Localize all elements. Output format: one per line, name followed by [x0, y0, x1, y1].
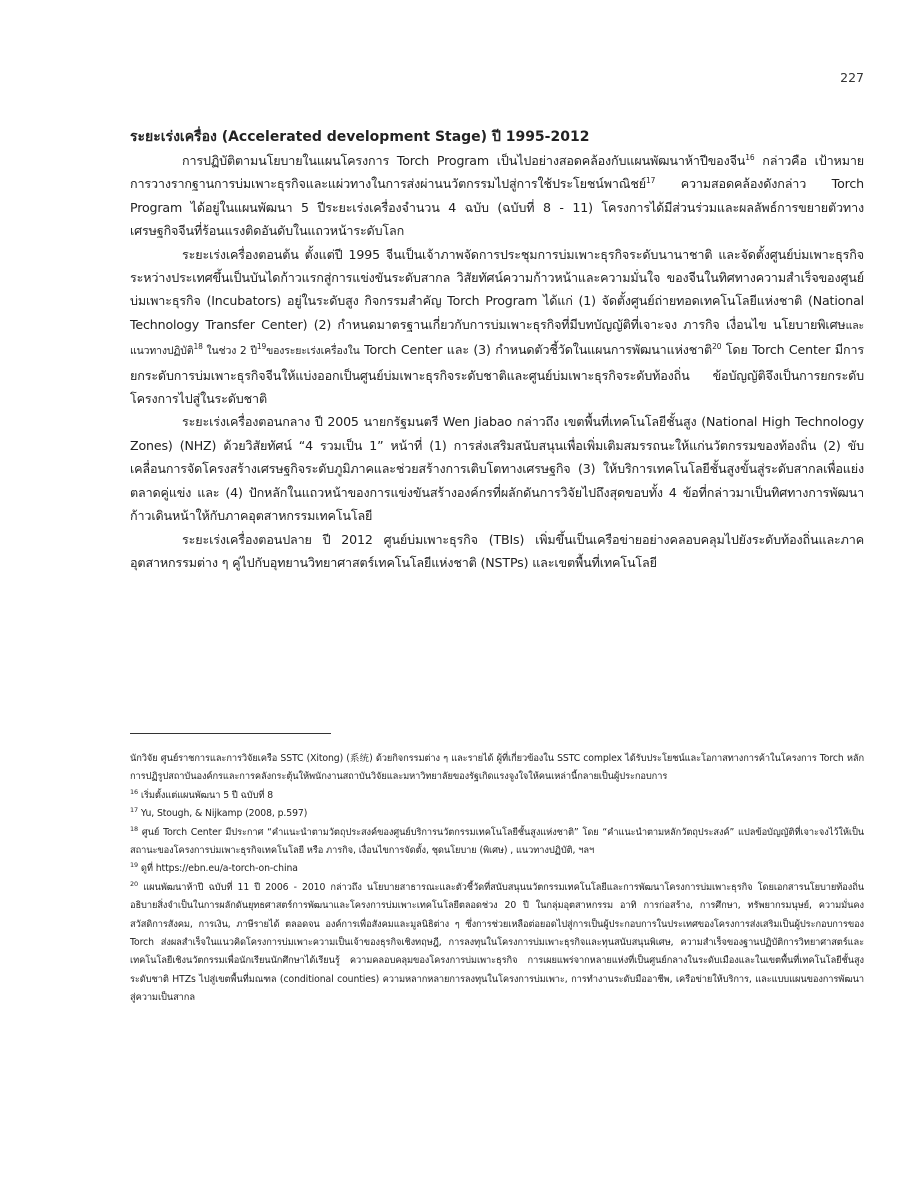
footnote-number: 17	[130, 806, 139, 815]
footnote-continued: นักวิจัย ศูนย์ราชการและการวิจัยเครือ SSTC (Xitong) (系统) ด้วยกิจกรรมต่าง ๆ และรายได้ ผู้ที่เกี่ยวข้องใน SSTC complex ได้รับประโยชน์และโอกาสทางการค้าในโครงการ Torch หลักการปฏิรูปสถาบันองค์กรและการคลังกระตุ้นให้พนักงานสถาบันวิจัยและมหาวิทยาลัยของรัฐเกิดแรงจูงใจให้คนเหล่านี้กลายเป็นผู้ประกอบการ	[130, 753, 864, 783]
footnote-separator	[130, 733, 331, 734]
footnote-number: 20	[130, 879, 139, 888]
paragraph-4: ระยะเร่งเครื่องตอนปลาย ปี 2012 ศูนย์บ่มเพาะธุรกิจ (TBIs) เพิ่มขึ้นเป็นเครือข่ายอย่างคลอบคลุมไปยังระดับท้องถิ่นและภาคอุตสาหกรรมต่าง ๆ คู่ไปกับอุทยานวิทยาศาสตร์เทคโนโลยีแห่งชาติ (NSTPs) และเขตพื้นที่เทคโนโลยี	[130, 531, 864, 570]
footnote-18	[130, 824, 864, 861]
footnote-16	[130, 787, 864, 805]
footnote-ref-19[interactable]: 19	[256, 342, 267, 352]
paragraph-1-text-a: การปฏิบัติตามนโยบายในแผนโครงการ Torch Program เป็นไปอย่างสอดคล้องกับแผนพัฒนาห้าปีของจีน	[182, 153, 746, 168]
paragraph-2-text-b: Torch Center และ (3) กำหนดตัวชี้วัดในแผนการพัฒนาแห่งชาติ	[359, 342, 713, 358]
paragraph-1-text-c: ความสอดคล้องดังกล่าว Torch Program ได้อยู่ในแผนพัฒนา 5 ปีระยะเร่งเครื่องจำนวน 4 ฉบับ (ฉบับที่ 8 - 11) โครงการได้มีส่วนร่วมและผลลัพธ์การขยายตัวทางเศรษฐกิจจีนที่ร้อนแรงติดอันดับในแถวหน้าระดับโลก	[130, 176, 864, 239]
footnote-number: 16	[130, 787, 139, 796]
footnote-text: ศูนย์ Torch Center มีประกาศ “คำแนะนำตามวัตถุประสงค์ของศูนย์บริการนวัตกรรมเทคโนโลยีชั้นสูงแห่งชาติ” โดย “คำแนะนำตามหลักวัตถุประสงค์” แปลข้อบัญญัติที่เจาะจงไว้ให้เป็นสถานะของโครงการบ่มเพาะธุรกิจเทคโนโลยี หรือ ภารกิจ, เงื่อนไขการจัดตั้ง, ชุดนโยบาย (พิเศษ) , แนวทางปฏิบัติ, ฯลฯ	[130, 826, 864, 857]
footnote-ref-16[interactable]: 16	[745, 152, 755, 162]
footnote-text[interactable]: ดูที่ https://ebn.eu/a-torch-on-china	[138, 863, 298, 875]
paragraph-3: ระยะเร่งเครื่องตอนกลาง ปี 2005 นายกรัฐมนตรี Wen Jiabao กล่าวถึง เขตพื้นที่เทคโนโลยีชั้นสูง (National High Technology Zones) (NHZ) ด้วยวิสัยทัศน์ “4 รวมเป็น 1” หน้าที่ (1) การส่งเสริมสนับสนุนเพื่อเพิ่มเติมสมรรถนะให้แก่นวัตกรรมของท้องถิ่น (2) ขับเคลื่อนการจัดโครงสร้างเศรษฐกิจระดับภูมิภาคและช่วยสร้างการเติบโตทางเศรษฐกิจ (3) ให้บริการเทคโนโลยีชั้นสูงขั้นสู่ระดับสากลเพื่อแย่งตลาดคู่แข่ง และ (4) ปักหลักในแถวหน้าของการแข่งขันสร้างองค์กรที่ผลักดันการวิจัยไปถึงสุดขอบทั้ง 4 ข้อที่กล่าวมาเป็นทิศทางการพัฒนาก้าวเดินหน้าให้กับภาคอุตสาหกรรมเทคโนโลยี	[130, 414, 864, 524]
footnote-text: แผนพัฒนาห้าปี ฉบับที่ 11 ปี 2006 - 2010 กล่าวถึง นโยบายสาธารณะและตัวชี้วัดที่สนับสนุนนวัตกรรมเทคโนโลยีและการพัฒนาโครงการบ่มเพาะธุรกิจ โดยเอกสารนโยบายท้องถิ่นอธิบายสิ่งจำเป็นในการผลักดันยุทธศาสตร์การพัฒนาและโครงการบ่มเพาะเทคโนโลยีตลอดช่วง 20 ปี ในกลุ่มอุตสาหกรรม อาทิ การก่อสร้าง, การศึกษา, ทรัพยากรมนุษย์, ความมั่นคงสวัสดิการสังคม, การเงิน, ภาษีรายได้ ตลอดจน องค์การเพื่อสังคมและมูลนิธิต่าง ๆ ซึ่งการช่วยเหลือต่อยอดไปสู่การเป็นผู้ประกอบการในประเทศของโครงการส่งเสริมเป็นผู้ประกอบการของ Torch ส่งผลสำเร็จในแนวคิดโครงการบ่มเพาะความเป็นเจ้าของธุรกิจเชิงทฤษฎี, การลงทุนในโครงการบ่มเพาะธุรกิจและทุนสนับสนุนพิเศษ, ความสำเร็จของฐานปฏิบัติการวิทยาศาสตร์และเทคโนโลยีเชิงนวัตกรรมเพื่อนักเรียนนักศึกษาได้เรียนรู้ ความคลอบคลุมของโครงการบ่มเพาะธุรกิจ การเผยแพร่จากหลายแห่งที่เป็นศูนย์กลางในระดับเมืองและในเขตพื้นที่เทคโนโลยีชั้นสูงระดับชาติ HTZs ไปสู่เขตพื้นที่มณฑล (conditional counties) ความหลากหลายการลงทุนในโครงการบ่มเพาะ, การทำงานระดับมืออาชีพ, เครือข่ายให้บริการ, และแบบแผนของการพัฒนาสู่ความเป็นสากล	[130, 881, 864, 1004]
paragraph-2-small-a: และแนวทางปฏิบัติ	[130, 319, 864, 358]
footnote-ref-20[interactable]: 20	[712, 342, 722, 352]
footnote-17	[130, 805, 864, 823]
footnote-20	[130, 879, 864, 1008]
main-content	[130, 126, 864, 574]
section-heading: ระยะเร่งเครื่อง (Accelerated development Stage) ปี 1995-2012	[130, 129, 590, 145]
page-number: 227	[840, 70, 864, 85]
footnotes-section	[130, 750, 864, 1008]
paragraph-2-text-a: ระยะเร่งเครื่องตอนต้น ตั้งแต่ปี 1995 จีนเป็นเจ้าภาพจัดการประชุมการบ่มเพาะธุรกิจระดับนานาชาติ และจัดตั้งศูนย์บ่มเพาะธุรกิจระหว่างประเทศขึ้นเป็นบันไดก้าวแรกสู่การแข่งขันระดับสากล วิสัยทัศน์ความก้าวหน้าและความมั่นใจ ของจีนในทิศทางความสำเร็จของศูนย์บ่มเพาะธุรกิจ (Incubators) อยู่ในระดับสูง กิจกรรมสำคัญ Torch Program ได้แก่ (1) จัดตั้งศูนย์ถ่ายทอดเทคโนโลยีแห่งชาติ (National Technology Transfer Center) (2) กำหนดมาตรฐานเกี่ยวกับการบ่มเพาะธุรกิจที่มีบทบัญญัติที่เจาะจง ภารกิจ เงื่อนไข นโยบายพิเศษ	[130, 246, 864, 332]
paragraph-1	[130, 149, 864, 243]
footnote-19	[130, 860, 864, 878]
footnote-ref-17[interactable]: 17	[645, 176, 656, 186]
paragraph-2-small-c: ของระยะเร่งเครื่องใน	[266, 345, 360, 358]
paragraph-1-text-b: กล่าวคือ เป้าหมายการวางรากฐานการบ่มเพาะธุรกิจและแผ่วทางในการส่งผ่านนวัตกรรมไปสู่การใช้ประโยชน์พาณิชย์	[130, 153, 865, 192]
footnote-number: 19	[130, 861, 139, 870]
paragraph-2-text-c: โดย Torch Center มีการยกระดับการบ่มเพาะธุรกิจจีนให้แบ่งออกเป็นศูนย์บ่มเพาะธุรกิจระดับชาติและศูนย์บ่มเพาะธุรกิจระดับท้องถิ่น ข้อบัญญัติจึงเป็นการยกระดับโครงการไปสู่ในระดับชาติ	[130, 342, 864, 407]
paragraph-2-small-b: ในช่วง 2 ปี	[202, 345, 257, 358]
footnote-text: Yu, Stough, & Nijkamp (2008, p.597)	[138, 808, 308, 820]
footnote-ref-18[interactable]: 18	[193, 342, 203, 352]
footnote-number: 18	[130, 824, 139, 833]
paragraph-2	[130, 243, 864, 411]
footnote-text: เริ่มตั้งแต่แผนพัฒนา 5 ปี ฉบับที่ 8	[138, 789, 274, 801]
